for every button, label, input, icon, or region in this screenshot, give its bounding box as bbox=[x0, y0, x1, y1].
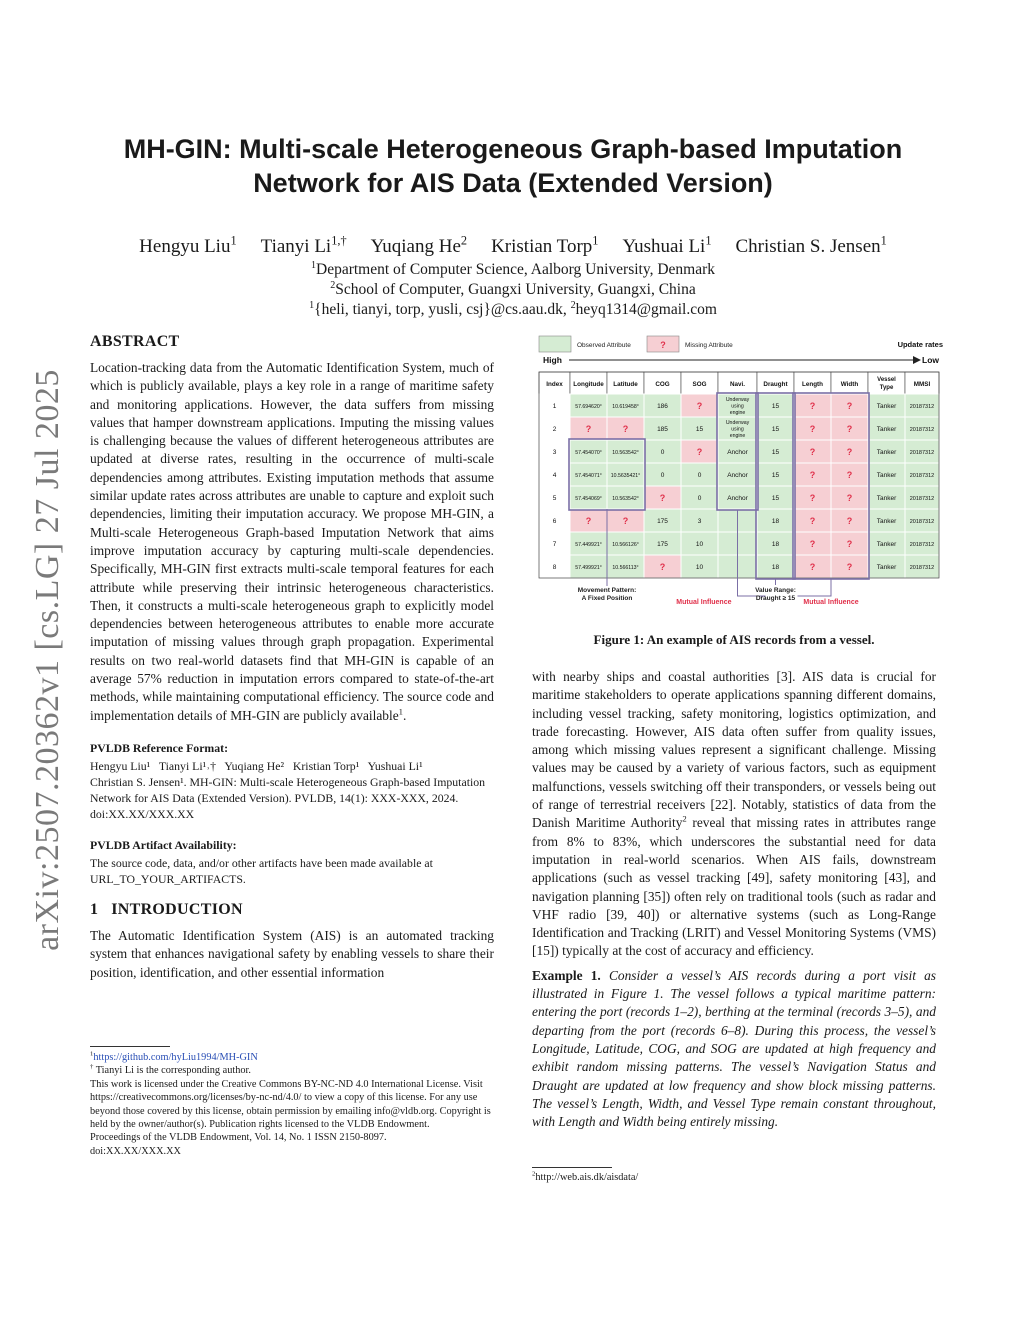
abstract-heading: ABSTRACT bbox=[90, 333, 180, 350]
author-emails: $^1${heli, tianyi, torp, yusli, csj}@cs.aau.dk, $^2$heyq1314@gmail.com bbox=[309, 299, 717, 318]
cell-value: 20187312 bbox=[909, 519, 935, 525]
cell-value: 57.449921° bbox=[575, 542, 602, 548]
cell-value: 15 bbox=[695, 426, 704, 433]
legend-observed-label: Observed Attribute bbox=[577, 342, 631, 349]
cell-value: 0 bbox=[697, 495, 702, 502]
author-1: Hengyu Liu$^1$ bbox=[139, 233, 237, 257]
author-6: Christian S. Jensen$^1$ bbox=[735, 233, 887, 257]
cell-value: Underway bbox=[725, 397, 750, 403]
header-label: Navi. bbox=[729, 381, 746, 388]
missing-value: ? bbox=[809, 424, 816, 434]
missing-value: ? bbox=[622, 424, 629, 434]
footnotes bbox=[90, 1046, 494, 1158]
cell-value: 0 bbox=[697, 472, 702, 479]
cell-value: 0 bbox=[660, 472, 665, 479]
affiliation-2: $^2$School of Computer, Guangxi University, Guangxi, China bbox=[330, 279, 696, 298]
low-label: Low bbox=[922, 355, 939, 365]
author-2: Tianyi $Li^{1,\dagger}$ bbox=[260, 233, 347, 257]
aisdata-link[interactable]: http://web.ais.dk/aisdata/ bbox=[535, 1172, 639, 1183]
legend-missing-symbol: ? bbox=[660, 340, 666, 350]
right-footnote: $^2$http://web.ais.dk/aisdata/ bbox=[532, 1167, 936, 1183]
cell-value: 10.619458° bbox=[612, 404, 639, 410]
cell-value: Anchor bbox=[727, 495, 748, 502]
cell-value: 18 bbox=[771, 518, 780, 525]
missing-value: ? bbox=[809, 539, 816, 549]
update-rates-label: Update rates bbox=[897, 340, 943, 349]
cell-value: 15 bbox=[771, 403, 780, 410]
header-label: Draught bbox=[763, 381, 788, 388]
cell-value: Anchor bbox=[727, 472, 748, 479]
cell-value: using bbox=[731, 403, 744, 410]
cell-value: 20187312 bbox=[909, 450, 935, 456]
missing-value: ? bbox=[659, 562, 666, 572]
cell-value: 20187312 bbox=[909, 404, 935, 410]
proceedings-note: Proceedings of the VLDB Endowment, Vol. 14, No. 1 ISSN 2150-8097. bbox=[90, 1132, 387, 1144]
cell-value: 10.563542° bbox=[612, 496, 639, 502]
cell-value: Tanker bbox=[876, 518, 897, 525]
missing-value: ? bbox=[696, 401, 703, 411]
missing-value: ? bbox=[809, 470, 816, 480]
header-label: Vessel bbox=[877, 377, 896, 383]
cell-value: 186 bbox=[657, 403, 668, 410]
ais-records-figure bbox=[537, 334, 951, 634]
cell-value: 57.499921° bbox=[575, 565, 602, 571]
intro-continued: with nearby ships and coastal authorities [3]. AIS data is crucial for maritime stakeholders to operate applications spanning different domains, including vessel tracking, safety monitoring, logistics optimization, and trade forecasting. However, AIS data often suffer from quality issues, among which missing values represent a significant challenge. Missing values may be caused by a variety of various factors, such as equipment malfunctions, vessels switching off their transponders, or vessels being out of range of terrestrial receivers [22]. Notably, statistics of data from the Danish Maritime Authority$^2$ reveal that missing rates in attributes range from 8% to 83%, which underscores the substantial need for data imputation in real-world scenarios. When AIS fails, downstream applications (such as vessel tracking [49], safety monitoring [43], and navigation planning [35]) often rely on traditional tools (such as radar and VHF radio [39, 40]) or alternative systems (such as Long-Range Identification and Tracking (LRIT) and Vessel Monitoring Systems (VMS) [15]) typically at the cost of accuracy and efficiency. bbox=[532, 669, 936, 959]
cell-value: 57.454070° bbox=[575, 450, 602, 456]
reference-format-heading: PVLDB Reference Format: bbox=[90, 740, 229, 755]
cell-value: Tanker bbox=[876, 449, 897, 456]
missing-value: ? bbox=[809, 516, 816, 526]
footnote-1: $^1$https://github.com/hyLiu1994/MH-GIN bbox=[90, 1050, 258, 1063]
cell-value: 5 bbox=[552, 495, 557, 502]
missing-value: ? bbox=[696, 447, 703, 457]
cell-value: 4 bbox=[552, 472, 557, 479]
footnote-rule-right bbox=[532, 1167, 612, 1168]
missing-value: ? bbox=[846, 401, 853, 411]
abstract-text: Location-tracking data from the Automatic Identification System, much of which is publicly available, plays a key role in a range of maritime safety and monitoring applications. However, the data suffers from missing values that hamper downstream applications. Imputing the missing values is challenging because the values of different heterogeneous attributes are updated at diverse rates, resulting in the occurrence of multi-scale dependencies among attributes. Existing imputation methods that assume similar update rates across attributes are unable to capture and exploit such dependencies, limiting their imputation accuracy. We propose MH-GIN, a Multi-scale Heterogeneous Graph-based Imputation Network that aims improve imputation accuracy by capturing multi-scale dependencies. Specifically, MH-GIN first extracts multi-scale temporal features for each attribute while preserving their intrinsic heterogeneous characteristics. Then, it constructs a multi-scale heterogeneous graph to explicitly model dependencies between heterogeneous attributes to enable more accurate imputation of missing values through graph propagation. Experimental results on two real-world datasets find that MH-GIN is capable of an average 57% reduction in imputation errors compared to state-of-the-art methods, while maintaining computational efficiency. The source code and implementation details of MH-GIN are publicly available$^1$. bbox=[90, 360, 494, 723]
value-range-label: Value Range: bbox=[755, 587, 796, 594]
mutual-influence-arrow-2 bbox=[798, 579, 832, 596]
cell-value: 0 bbox=[660, 449, 665, 456]
missing-value: ? bbox=[846, 447, 853, 457]
missing-value: ? bbox=[585, 516, 592, 526]
cell-value: engine bbox=[729, 410, 746, 416]
missing-value: ? bbox=[846, 424, 853, 434]
cell-value: 10 bbox=[695, 564, 704, 571]
header-label: Length bbox=[802, 381, 823, 388]
cell-value: 18 bbox=[771, 541, 780, 548]
cell-value: 15 bbox=[771, 426, 780, 433]
cell-value: 8 bbox=[552, 564, 557, 571]
cell-value: Underway bbox=[725, 420, 750, 426]
missing-value: ? bbox=[846, 516, 853, 526]
missing-value: ? bbox=[846, 539, 853, 549]
cell-value: 20187312 bbox=[909, 542, 935, 548]
cell-value: 175 bbox=[657, 518, 668, 525]
cell-value: 6 bbox=[552, 518, 557, 525]
missing-value: ? bbox=[846, 493, 853, 503]
intro-heading: 1 INTRODUCTION bbox=[90, 900, 243, 918]
header-label: COG bbox=[655, 381, 670, 388]
missing-value: ? bbox=[809, 562, 816, 572]
cell-value: Tanker bbox=[876, 495, 897, 502]
footnote-doi: doi:XX.XX/XXX.XX bbox=[90, 1145, 181, 1157]
movement-label: Movement Pattern: bbox=[577, 587, 637, 594]
value-range-label-2: Draught ≥ 15 bbox=[755, 595, 796, 602]
footnote-2: † Tianyi Li is the corresponding author. bbox=[90, 1063, 251, 1077]
cell-value: Anchor bbox=[727, 449, 748, 456]
cell-value: 18 bbox=[771, 564, 780, 571]
author-5: Yushuai Li$^1$ bbox=[622, 233, 712, 257]
missing-value: ? bbox=[809, 493, 816, 503]
license-note: This work is licensed under the Creative Commons BY-NC-ND 4.0 International License. Visit https://creativecommons.org/licenses/by-nc-nd/4.0/ to view a copy of this license. For any use beyond those covered by this license, obtain permission by emailing info@vldb.org. Copyright is held by the owner/author(s). Publication rights licensed to the VLDB Endowment. bbox=[90, 1078, 491, 1131]
cell-value: 185 bbox=[657, 426, 668, 433]
missing-value: ? bbox=[846, 562, 853, 572]
cell-value: 20187312 bbox=[909, 565, 935, 571]
example-1: Example 1. Consider a vessel’s AIS records during a port visit as illustrated in Figure 1. The vessel follows a typical maritime pattern: entering the port (records 1–2), berthing at the terminal (records 3–5), and departing from the port (records 6–8). During this process, the vessel’s Longitude, Latitude, COG, and SOG are updated at high frequency and exhibit random missing patterns. The vessel’s Navigation Status and Draught are updated at low frequency and show block missing patterns. The vessel’s Length, Width, and Vessel Type remain constant throughout, with Length and Width being entirely missing. bbox=[532, 967, 937, 1130]
cell-value: 10.566113° bbox=[612, 565, 639, 571]
cell-value: Tanker bbox=[876, 426, 897, 433]
cell-value: 20187312 bbox=[909, 496, 935, 502]
cell-value: 3 bbox=[697, 518, 702, 525]
cell-value: 10 bbox=[695, 541, 704, 548]
right-column bbox=[532, 668, 936, 1131]
cell-value: engine bbox=[729, 433, 746, 439]
figure-1 bbox=[537, 334, 951, 634]
header-label: MMSI bbox=[913, 381, 931, 388]
artifact-heading: PVLDB Artifact Availability: bbox=[90, 837, 237, 852]
cell-value: 10.566126° bbox=[612, 542, 639, 548]
cell-value: 20187312 bbox=[909, 427, 935, 433]
title-line-2: Network for AIS Data (Extended Version) bbox=[253, 168, 773, 198]
reference-format-text: Hengyu Liu¹ Tianyi Li¹˒† Yuqiang He² Kristian Torp¹ Yushuai Li¹ Christian S. Jensen¹. MH-GIN: Multi-scale Heterogeneous Graph-based Imputation Network for AIS Data (Extended Version). PVLDB, 14(1): XXX-XXX, 2024. doi:XX.XX/XXX.XX bbox=[90, 758, 486, 821]
cell-value: 15 bbox=[771, 472, 780, 479]
mutual-influence-label-1: Mutual Influence bbox=[676, 599, 732, 606]
github-link[interactable]: https://github.com/hyLiu1994/MH-GIN bbox=[93, 1052, 258, 1063]
header-label: Latitude bbox=[613, 381, 638, 388]
title-line-1: MH-GIN: Multi-scale Heterogeneous Graph-based Imputation bbox=[123, 134, 903, 164]
intro-text: The Automatic Identification System (AIS) is an automated tracking system that enhances navigational safety by enabling vessels to share their position, identification, and other essential information bbox=[90, 927, 494, 980]
movement-label-2: A Fixed Position bbox=[581, 595, 633, 602]
cell-value: 57.454069° bbox=[575, 496, 602, 502]
left-column bbox=[90, 333, 494, 982]
header-label: Longitude bbox=[573, 381, 604, 388]
figure-caption: Figure 1: An example of AIS records from a vessel. bbox=[593, 632, 875, 647]
affiliation-1: $^1$Department of Computer Science, Aalborg University, Denmark bbox=[310, 259, 716, 278]
missing-value: ? bbox=[659, 493, 666, 503]
cell-value: 10.563542° bbox=[612, 450, 639, 456]
header-label: Width bbox=[840, 381, 859, 388]
cell-value: 15 bbox=[771, 449, 780, 456]
cell-value: 3 bbox=[552, 449, 557, 456]
header-label: Index bbox=[546, 381, 563, 388]
cell-value: 57.454071° bbox=[575, 473, 602, 479]
cell-value: Tanker bbox=[876, 564, 897, 571]
high-label: High bbox=[543, 355, 562, 365]
cell-value: 175 bbox=[657, 541, 668, 548]
cell-value: using bbox=[731, 426, 744, 433]
arxiv-id: arXiv:2507.20362v1 [cs.LG] 27 Jul 2025 bbox=[29, 369, 66, 951]
missing-value: ? bbox=[846, 470, 853, 480]
cell-value: 7 bbox=[552, 541, 557, 548]
author-list bbox=[90, 233, 936, 258]
cell-value: 20187312 bbox=[909, 473, 935, 479]
author-3: Yuqiang He$^2$ bbox=[370, 233, 468, 257]
cell-value: Tanker bbox=[876, 472, 897, 479]
header-label: SOG bbox=[692, 381, 707, 388]
missing-value: ? bbox=[809, 401, 816, 411]
cell-value: 1 bbox=[552, 403, 557, 410]
mutual-influence-label-2: Mutual Influence bbox=[803, 599, 859, 606]
cell-value: Tanker bbox=[876, 541, 897, 548]
legend-observed-swatch bbox=[539, 336, 571, 352]
cell-value: 2 bbox=[552, 426, 557, 433]
cell-value: 15 bbox=[771, 495, 780, 502]
cell-value: 57.694620° bbox=[575, 404, 602, 410]
legend-missing-label: Missing Attribute bbox=[685, 342, 733, 349]
cell-value: Tanker bbox=[876, 403, 897, 410]
missing-value: ? bbox=[809, 447, 816, 457]
missing-value: ? bbox=[585, 424, 592, 434]
rate-arrow-head bbox=[913, 356, 921, 364]
cell-value: 10.5635421° bbox=[610, 473, 641, 479]
arxiv-stamp bbox=[28, 369, 68, 951]
missing-value: ? bbox=[622, 516, 629, 526]
artifact-text: The source code, data, and/or other artifacts have been made available at URL_TO_YOUR_ARTIFACTS. bbox=[90, 855, 433, 886]
footnote-rule bbox=[90, 1046, 170, 1047]
author-4: Kristian Torp$^1$ bbox=[491, 233, 599, 257]
header-label: Type bbox=[879, 385, 894, 391]
paper-title bbox=[90, 132, 936, 200]
